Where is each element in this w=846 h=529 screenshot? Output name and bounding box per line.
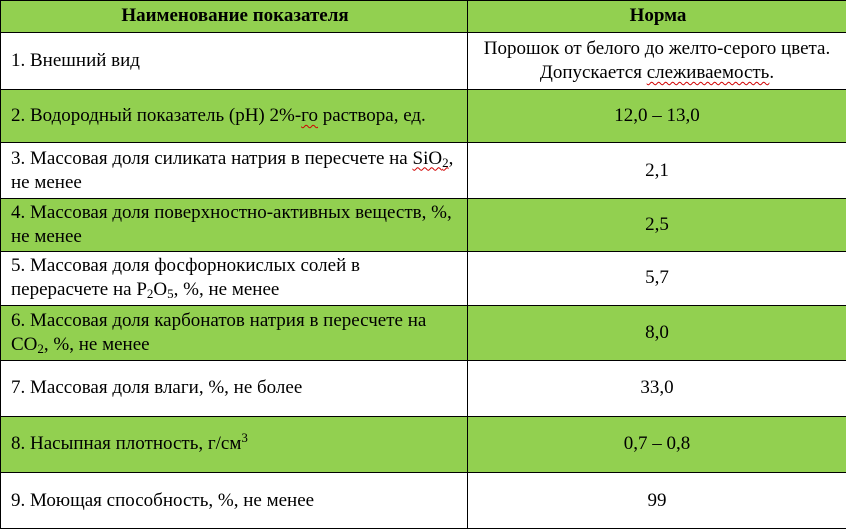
row-6-norm: 8,0 [468,306,846,361]
table-row [1,143,846,199]
table-header-row [1,1,846,33]
table-row [1,251,846,306]
table-row [1,89,846,143]
column-header-norm: Норма [468,1,846,33]
row-9-norm: 99 [468,473,846,529]
table-row [1,33,846,90]
table-row [1,360,846,416]
table-row [1,198,846,251]
table-row [1,306,846,361]
row-4-norm: 2,5 [468,198,846,251]
row-4-name: 4. Массовая доля поверхностно-активных веществ, %, не менее [1,198,468,251]
row-1-norm: Порошок от белого до желто-серого цвета. Допускается слеживаемость. [468,33,846,90]
row-3-norm: 2,1 [468,143,846,199]
column-header-name: Наименование показателя [1,1,468,33]
row-3-name: 3. Массовая доля силиката натрия в пересчете на SiO$_2$, не менее [1,143,468,199]
row-5-name: 5. Массовая доля фосфорнокислых солей в перерасчете на $P_2O_5$, %, не менее [1,251,468,306]
spellcheck-underline: SiO$_2$ [412,147,449,170]
row-7-norm: 33,0 [468,360,846,416]
table-row [1,416,846,473]
row-9-name: 9. Моющая способность, %, не менее [1,473,468,529]
row-2-name: 2. Водородный показатель (pH) 2%-го раствора, ед. [1,89,468,143]
row-7-name: 7. Массовая доля влаги, %, не более [1,360,468,416]
table-row [1,473,846,529]
row-6-name: 6. Массовая доля карбонатов натрия в пересчете на $CO_2$, %, не менее [1,306,468,361]
row-2-norm: 12,0 – 13,0 [468,89,846,143]
row-5-norm: 5,7 [468,251,846,306]
row-8-norm: 0,7 – 0,8 [468,416,846,473]
spellcheck-underline: слеживаемость [646,61,770,83]
spellcheck-underline: го [301,104,318,126]
row-8-name: 8. Насыпная плотность, $г/см^3$ [1,416,468,473]
row-1-name: 1. Внешний вид [1,33,468,90]
